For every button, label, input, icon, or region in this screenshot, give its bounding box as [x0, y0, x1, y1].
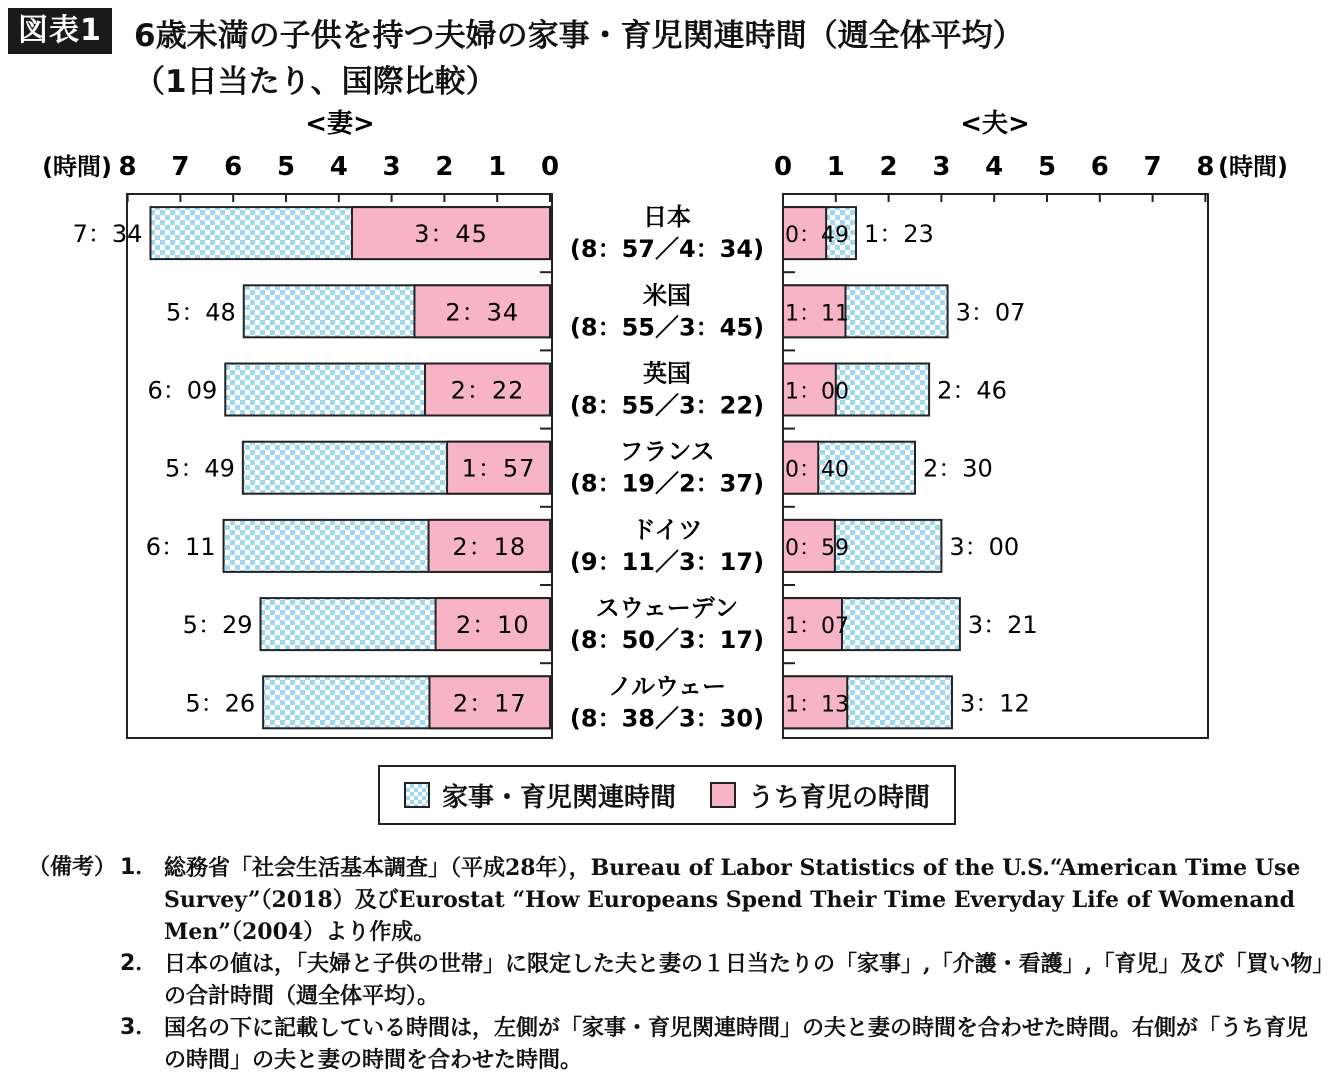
- husband-x-tick-label: 4: [985, 152, 1004, 182]
- combined-time-label: (8：55／3：22): [569, 391, 765, 420]
- husband-total-label: 2：30: [923, 454, 993, 483]
- note-item: [28, 1012, 1328, 1076]
- husband-x-tick-label: 5: [1037, 152, 1057, 182]
- combined-time-label: (8：55／3：45): [569, 313, 765, 342]
- husband-child-label: 0：49: [785, 223, 849, 249]
- note-number: 3．: [120, 1015, 158, 1040]
- wife-x-tick-label: 6: [224, 152, 243, 182]
- wife-total-label: 6：11: [145, 532, 216, 561]
- wife-child-label: 2：22: [450, 376, 525, 405]
- husband-child-label: 1：00: [785, 379, 849, 405]
- wife-x-tick-label: 3: [382, 152, 401, 182]
- note-number: 2．: [120, 951, 158, 976]
- wife-total-label: 5：48: [165, 298, 236, 327]
- wife-child-label: 2：34: [445, 298, 520, 327]
- legend-label-child: うち育児の時間: [748, 782, 931, 813]
- husband-axis-unit: (時間): [1218, 153, 1288, 181]
- wife-total-label: 5：29: [182, 611, 253, 640]
- chart-title: 6歳未満の子供を持つ夫婦の家事・育児関連時間（週全体平均）: [134, 18, 1024, 54]
- legend-item-child: [710, 777, 930, 814]
- wife-total-label: 7：34: [72, 220, 143, 249]
- wife-child-label: 3：45: [414, 220, 488, 249]
- wife-x-tick-label: 2: [435, 152, 454, 182]
- wife-x-tick-label: 4: [329, 152, 348, 182]
- butterfly-bar-chart: [0, 100, 1340, 750]
- wife-total-label: 5：49: [165, 454, 235, 483]
- husband-panel-label: <夫>: [960, 109, 1030, 139]
- husband-x-tick-label: 1: [826, 152, 845, 182]
- note-number: 1．: [120, 855, 158, 880]
- category-label: 日本: [643, 203, 691, 232]
- wife-x-tick-label: 0: [540, 152, 560, 182]
- husband-x-tick-label: 0: [773, 152, 793, 182]
- wife-x-tick-label: 1: [488, 152, 507, 182]
- husband-total-label: 3：07: [955, 298, 1026, 327]
- husband-x-tick-label: 6: [1090, 152, 1109, 182]
- combined-time-label: (8：38／3：30): [569, 704, 765, 733]
- category-label: ドイツ: [631, 515, 703, 544]
- wife-total-label: 5：26: [185, 689, 256, 718]
- husband-x-tick-label: 2: [879, 152, 898, 182]
- husband-x-tick-label: 8: [1196, 152, 1215, 182]
- wife-child-label: 2：18: [452, 532, 527, 561]
- notes-head: （備考）: [28, 855, 117, 880]
- wife-child-label: 2：10: [455, 611, 530, 640]
- note-text: 総務省「社会生活基本調査」（平成28年），Bureau of Labor Statistics of the U.S.“American Time Use Survey”（2018）及びEurostat “How Europeans Spend Their Time Everyday Life of Womenand Men”（2004）より作成。: [164, 855, 1301, 945]
- legend-swatch-child: [710, 782, 736, 808]
- category-label: スウェーデン: [595, 594, 739, 623]
- figure-tag: 図表1: [8, 8, 112, 54]
- combined-time-label: (8：57／4：34): [569, 235, 765, 264]
- legend-swatch-total: [404, 782, 430, 808]
- legend-item-total: [404, 777, 676, 814]
- husband-child-label: 0：59: [785, 535, 849, 561]
- category-label: フランス: [619, 437, 715, 466]
- husband-child-label: 0：40: [785, 457, 849, 483]
- chart-legend: [378, 765, 956, 825]
- combined-time-label: (9：11／3：17): [569, 547, 765, 576]
- combined-time-label: (8：50／3：17): [569, 626, 765, 655]
- husband-x-tick-label: 3: [932, 152, 951, 182]
- category-label: ノルウェー: [607, 672, 727, 701]
- note-text: 国名の下に記載している時間は，左側が「家事・育児関連時間」の夫と妻の時間を合わせた時間。右側が「うち育児の時間」の夫と妻の時間を合わせた時間。: [164, 1015, 1309, 1073]
- note-item: [28, 948, 1328, 1012]
- husband-child-label: 1：07: [785, 614, 849, 640]
- wife-child-label: 2：17: [452, 689, 527, 718]
- husband-total-label: 3：12: [959, 689, 1030, 718]
- note-text: 日本の値は，「夫婦と子供の世帯」に限定した夫と妻の１日当たりの「家事」,「介護・看護」,「育児」及び「買い物」の合計時間（週全体平均）。: [164, 951, 1324, 1009]
- legend-label-total: 家事・育児関連時間: [441, 782, 676, 813]
- husband-x-tick-label: 7: [1143, 152, 1162, 182]
- wife-panel-label: <妻>: [305, 109, 375, 139]
- husband-total-label: 1：23: [864, 220, 934, 249]
- category-label: 米国: [643, 281, 691, 310]
- note-item: [28, 852, 1328, 948]
- husband-child-label: 1：13: [785, 692, 849, 718]
- wife-x-tick-label: 8: [118, 152, 137, 182]
- husband-child-label: 1：11: [785, 301, 849, 327]
- wife-axis-unit: (時間): [42, 153, 112, 181]
- wife-x-tick-label: 5: [276, 152, 296, 182]
- husband-total-label: 3：00: [949, 532, 1020, 561]
- husband-total-label: 2：46: [937, 376, 1007, 405]
- wife-child-label: 1：57: [461, 454, 536, 483]
- category-label: 英国: [643, 359, 691, 388]
- wife-total-label: 6：09: [147, 376, 218, 405]
- husband-total-label: 3：21: [967, 611, 1038, 640]
- notes-section: [28, 852, 1328, 1076]
- wife-x-tick-label: 7: [171, 152, 190, 182]
- chart-subtitle: （1日当たり、国際比較）: [134, 64, 497, 100]
- combined-time-label: (8：19／2：37): [569, 469, 765, 498]
